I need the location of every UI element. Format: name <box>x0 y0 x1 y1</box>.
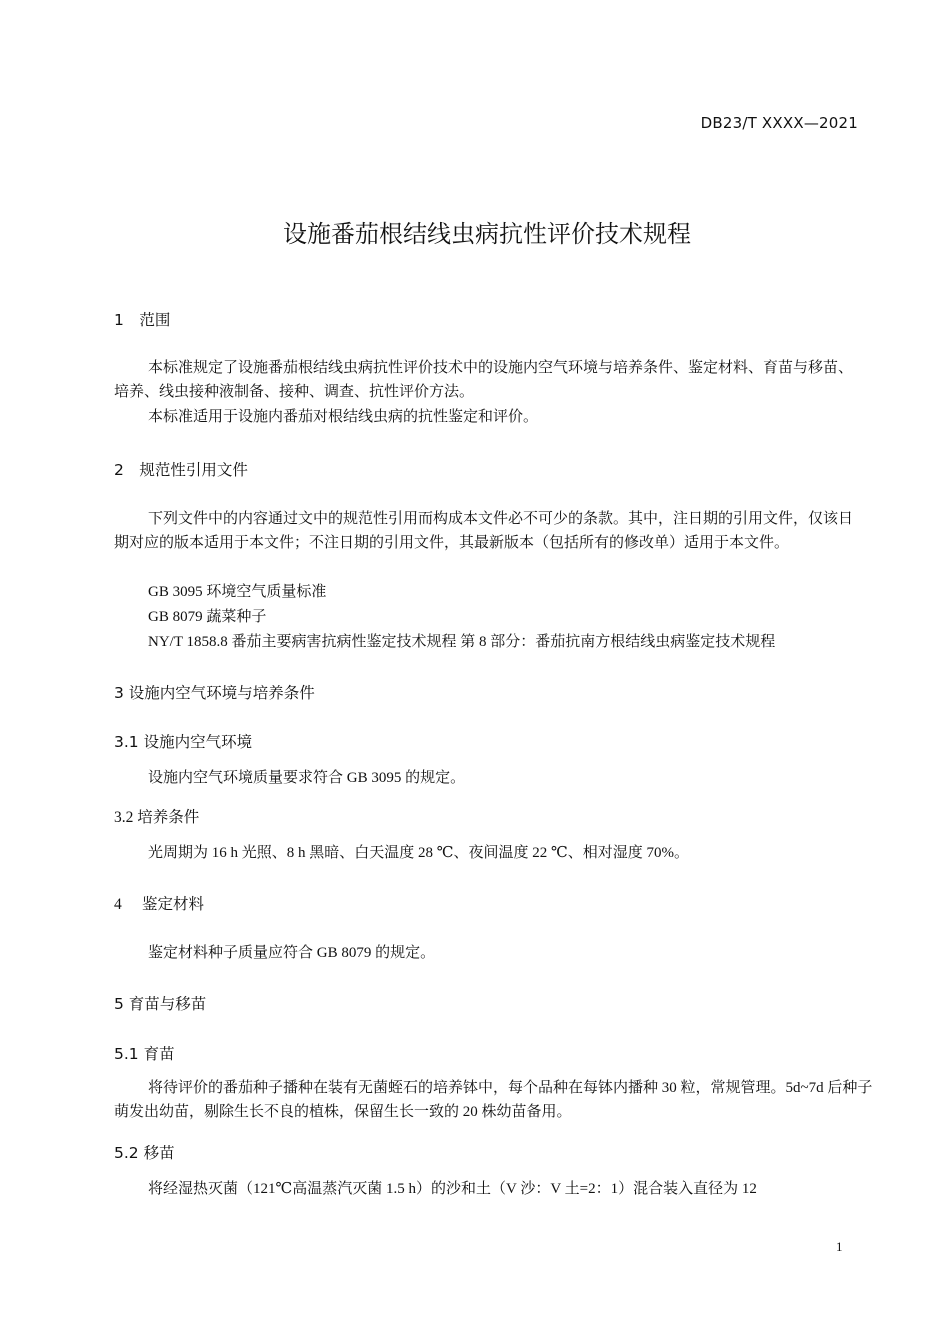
section-5-1-paragraph: 将待评价的番茄种子播种在装有无菌蛭石的培养钵中，每个品种在每钵内播种 30 粒，常规管理。5d~7d 后种子萌发出幼苗，剔除生长不良的植株，保留生长一致的 20 株幼苗备用。 <box>114 1080 873 1120</box>
section-2-paragraph-1: 下列文件中的内容通过文中的规范性引用而构成本文件必不可少的条款。其中，注日期的引用文件，仅该日期对应的版本适用于本文件；不注日期的引用文件，其最新版本（包括所有的修改单）适用于本文件。 <box>114 511 854 551</box>
section-5-2-heading: 5.2 移苗 <box>114 1144 175 1162</box>
document-title: 设施番茄根结线虫病抗性评价技术规程 <box>283 220 691 248</box>
section-5-1-heading: 5.1 育苗 <box>114 1045 175 1063</box>
section-4-paragraph: 鉴定材料种子质量应符合 GB 8079 的规定。 <box>148 945 436 961</box>
page-number: 1 <box>836 1239 843 1254</box>
reference-item: NY/T 1858.8 番茄主要病害抗病性鉴定技术规程 第 8 部分：番茄抗南方根结线虫病鉴定技术规程 <box>148 634 776 650</box>
section-3-heading: 3 设施内空气环境与培养条件 <box>114 684 315 702</box>
standard-number: DB23/T XXXX—2021 <box>700 114 858 132</box>
section-4-heading <box>114 892 204 914</box>
section-3-1-heading: 3.1 设施内空气环境 <box>114 733 253 751</box>
section-1-paragraph-2: 本标准适用于设施内番茄对根结线虫病的抗性鉴定和评价。 <box>148 409 539 425</box>
section-5-heading: 5 育苗与移苗 <box>114 995 207 1013</box>
section-5-2-paragraph: 将经湿热灭菌（121℃高温蒸汽灭菌 1.5 h）的沙和土（V 沙：V 土=2：1）混合装入直径为 12 <box>148 1181 757 1197</box>
section-2-heading: 2 规范性引用文件 <box>114 461 248 479</box>
section-1-paragraph-1: 本标准规定了设施番茄根结线虫病抗性评价技术中的设施内空气环境与培养条件、鉴定材料、育苗与移苗、培养、线虫接种液制备、接种、调查、抗性评价方法。 <box>114 360 854 400</box>
section-3-2-number: 3.2 <box>114 809 134 826</box>
section-1-heading: 1 范围 <box>114 311 171 329</box>
reference-item: GB 8079 蔬菜种子 <box>148 609 267 625</box>
section-3-2-heading <box>114 805 199 827</box>
section-4-title: 鉴定材料 <box>142 895 205 913</box>
reference-item: GB 3095 环境空气质量标准 <box>148 584 327 600</box>
section-3-2-title: 培养条件 <box>137 808 200 826</box>
section-3-2-paragraph: 光周期为 16 h 光照、8 h 黑暗、白天温度 28 ℃、夜间温度 22 ℃、相对湿度 70%。 <box>148 845 690 861</box>
section-4-number: 4 <box>114 896 122 913</box>
section-3-1-paragraph: 设施内空气环境质量要求符合 GB 3095 的规定。 <box>148 770 466 786</box>
